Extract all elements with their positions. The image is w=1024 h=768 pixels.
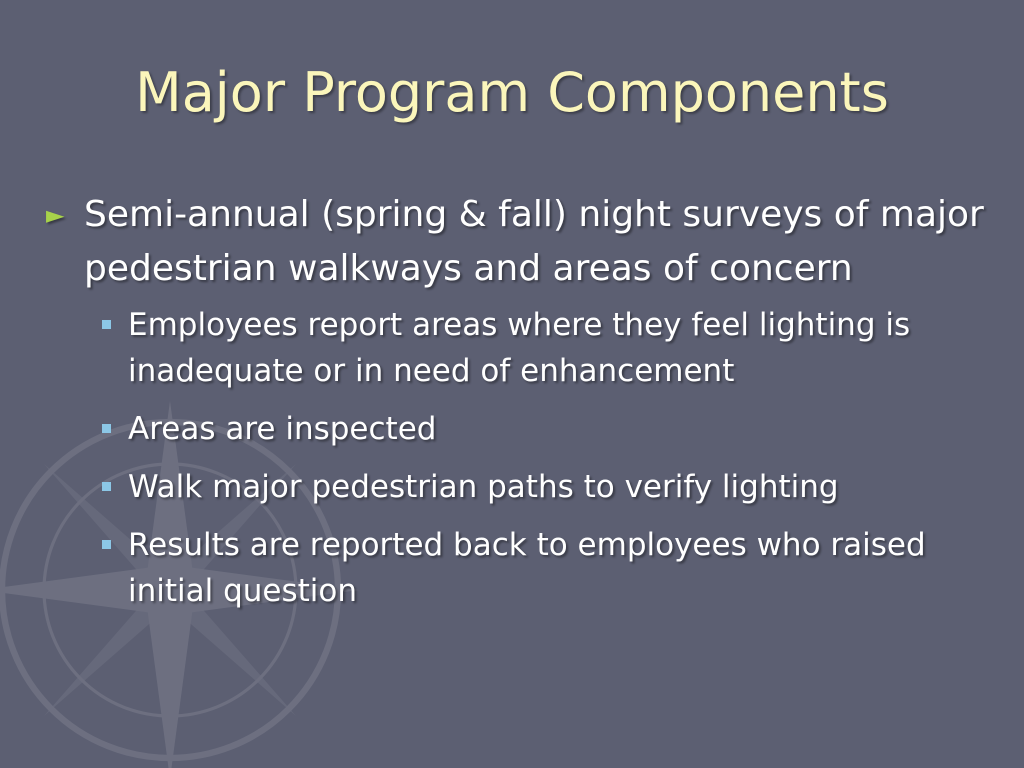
sub-bullet-text: Areas are inspected xyxy=(128,411,437,447)
square-bullet-icon xyxy=(102,540,111,549)
sub-bullet-text: Employees report areas where they feel lighting is inadequate or in need of enhancement xyxy=(128,307,911,389)
bullet-list xyxy=(44,188,984,626)
square-bullet-icon xyxy=(102,320,111,329)
bullet-item xyxy=(44,188,984,614)
slide-title: Major Program Components xyxy=(135,61,889,124)
triangle-arrow-icon: ► xyxy=(46,201,65,229)
sub-bullet-item xyxy=(84,522,984,614)
sub-bullet-text: Results are reported back to employees who raised initial question xyxy=(128,527,926,609)
square-bullet-icon xyxy=(102,424,111,433)
square-bullet-icon xyxy=(102,482,111,491)
sub-bullet-item xyxy=(84,406,984,452)
bullet-text: Semi-annual (spring & fall) night surveys of major pedestrian walkways and areas of concern xyxy=(84,194,984,289)
sub-bullet-text: Walk major pedestrian paths to verify lighting xyxy=(128,469,839,505)
sub-bullet-item xyxy=(84,464,984,510)
sub-bullet-list xyxy=(84,302,984,614)
sub-bullet-item xyxy=(84,302,984,394)
